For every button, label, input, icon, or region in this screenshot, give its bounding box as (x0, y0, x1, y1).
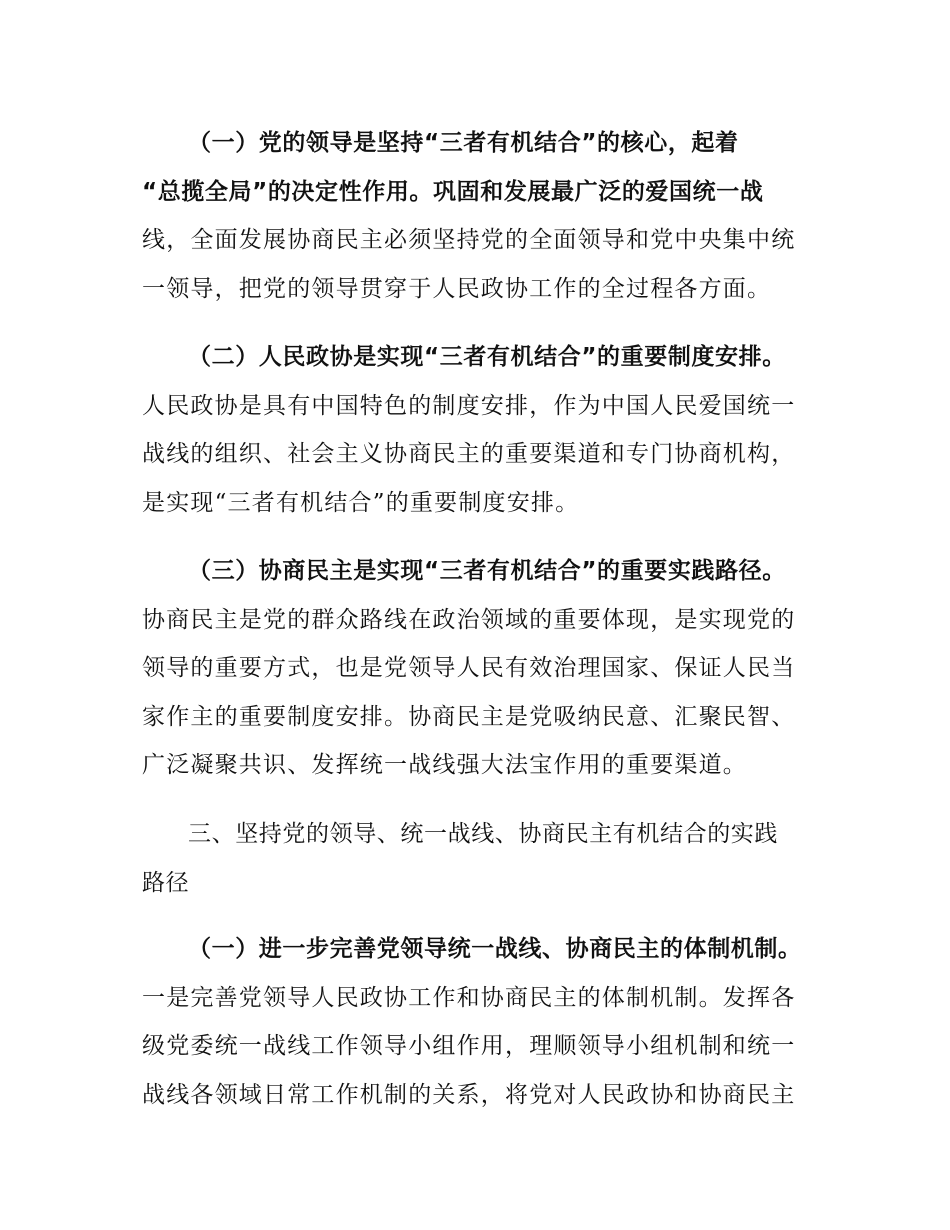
section-3-heading-line-1: 三、坚持党的领导、统一战线、协商民主有机结合的实践 (188, 821, 778, 847)
paragraph-2 (142, 333, 822, 527)
paragraph-2-line-3: 战线的组织、社会主义协商民主的重要渠道和专门协商机构， (142, 441, 796, 467)
paragraph-2-heading: （二）人民政协是实现“三者有机结合”的重要制度安排。 (188, 344, 786, 370)
paragraph-3 (142, 547, 822, 790)
paragraph-5-line-4: 战线各领域日常工作机制的关系，将党对人民政协和协商民主 (142, 1081, 796, 1108)
paragraph-2-line-2: 人民政协是具有中国特色的制度安排，作为中国人民爱国统一 (142, 392, 796, 419)
paragraph-2-line-4: 是实现“三者有机结合”的重要制度安排。 (142, 489, 580, 516)
paragraph-5-line-2: 一是完善党领导人民政协工作和协商民主的体制机制。发挥各 (142, 984, 796, 1011)
paragraph-3-line-4: 家作主的重要制度安排。协商民主是党吸纳民意、汇聚民智、 (142, 703, 796, 730)
paragraph-5-heading: （一）进一步完善党领导统一战线、协商民主的体制机制。 (188, 936, 802, 962)
paragraph-5-line-3: 级党委统一战线工作领导小组作用，理顺领导小组机制和统一 (142, 1033, 796, 1059)
paragraph-5 (142, 925, 822, 1119)
paragraph-1 (142, 119, 822, 313)
section-3-heading-line-2: 路径 (142, 869, 190, 896)
paragraph-1-heading-cont: “总揽全局”的决定性作用。巩固和发展最广泛的爱国统一战 (142, 178, 764, 205)
paragraph-1-line-2 (142, 168, 822, 217)
paragraph-3-line-5: 广泛凝聚共识、发挥统一战线强大法宝作用的重要渠道。 (142, 752, 747, 778)
paragraph-1-line-3: 线，全面发展协商民主必须坚持党的全面领导和党中央集中统 (142, 227, 796, 253)
paragraph-3-line-3: 领导的重要方式，也是党领导人民有效治理国家、保证人民当 (142, 655, 796, 681)
paragraph-1-heading: （一）党的领导是坚持“三者有机结合”的核心，起着 (188, 130, 739, 156)
paragraph-3-line-2: 协商民主是党的群众路线在政治领域的重要体现，是实现党的 (142, 606, 796, 633)
paragraph-3-heading: （三）协商民主是实现“三者有机结合”的重要实践路径。 (188, 558, 786, 584)
paragraph-1-line-4: 一领导，把党的领导贯穿于人民政协工作的全过程各方面。 (142, 275, 772, 302)
section-3-heading (142, 810, 822, 907)
